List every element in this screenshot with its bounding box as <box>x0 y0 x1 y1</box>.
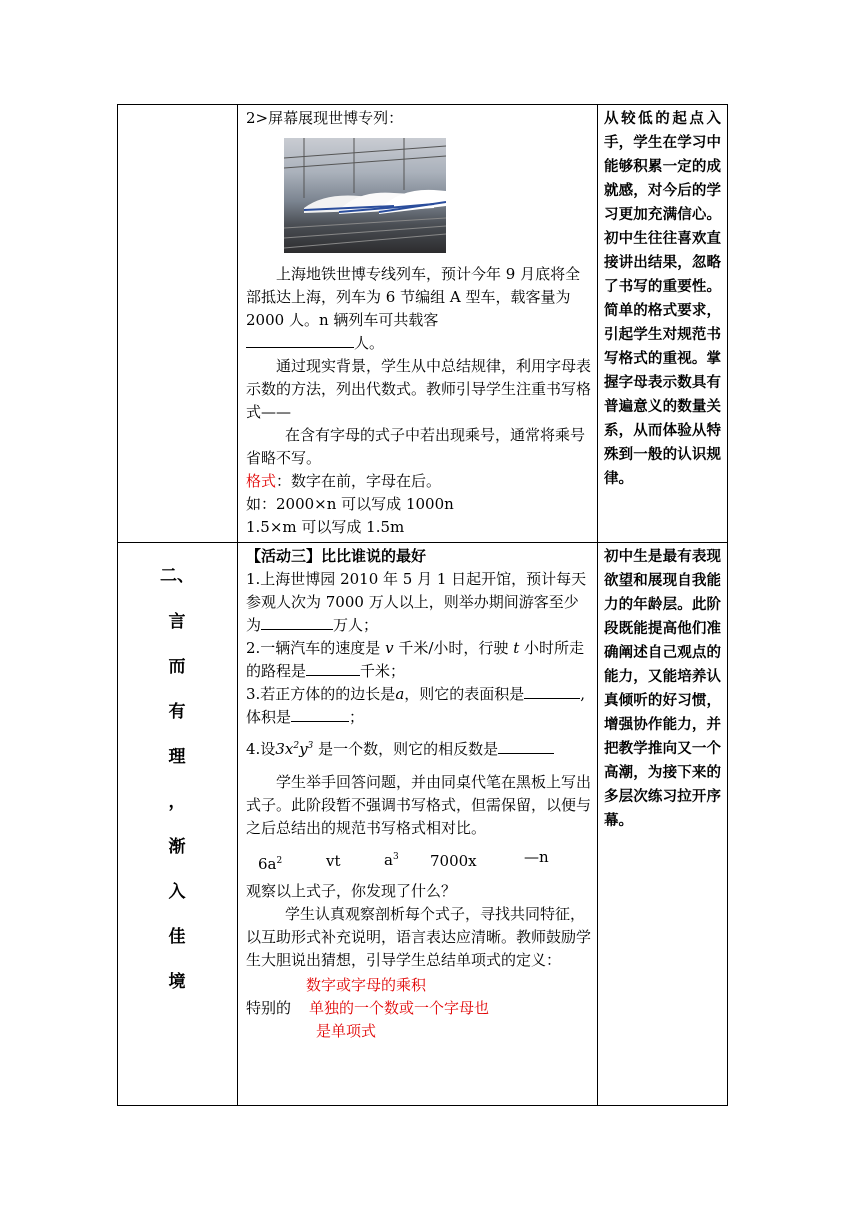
question-3-c: ,体积是 <box>246 685 586 726</box>
question-4-b: 是一个数，则它的相反数是 <box>318 740 499 758</box>
section-char: 佳 <box>168 927 186 947</box>
row1-para3: 在含有字母的式子中若出现乘号，通常将乘号省略不写。 <box>246 426 586 467</box>
answer-blank <box>291 707 349 722</box>
section-char: 二、 <box>160 566 194 586</box>
lesson-table <box>117 104 728 1106</box>
row1-para1: 上海地铁世博专线列车，预计今年 9 月底将全部抵达上海，列车为 6 节编组 A 型车，载客量为 2000 人。n 辆列车可共载客 <box>246 265 581 329</box>
expression-row: $6a^2$ vt $a^3$ 7000x —n <box>258 848 549 873</box>
question-2-b: 千米/小时，行驶 <box>398 639 509 657</box>
example-2: 1.5×m 可以写成 1.5m <box>246 518 405 536</box>
question-4: 4.设 <box>246 740 276 758</box>
row1-para1-end: 人。 <box>354 334 385 352</box>
example-1: 如：2000×n 可以写成 1000n <box>246 495 454 513</box>
answer-blank <box>524 684 580 699</box>
var-a: a <box>395 685 405 703</box>
question-3-b: ，则它的表面积是 <box>404 685 525 703</box>
column-divider <box>597 105 598 1105</box>
section-char: 有 <box>168 702 186 722</box>
answer-blank <box>498 739 554 754</box>
answer-blank <box>306 661 360 676</box>
train-illustration <box>284 138 446 253</box>
question-1-end: 万人； <box>333 616 379 634</box>
answer-blank <box>261 615 333 630</box>
section-char: 而 <box>168 657 186 677</box>
train-photo <box>284 138 446 253</box>
expr-neg-n: —n <box>524 848 549 866</box>
row2-rationale: 初中生是最有表现欲望和展现自我能力的年龄层。此阶段既能提高他们准确阐述自己观点的能力，又能培养认真倾听的好习惯，增强协作能力，并把教学推向又一个高潮，为接下来的多层次练习拉开序幕。 <box>604 549 721 829</box>
section-char: 境 <box>168 972 186 992</box>
special-label: 特别的 <box>246 999 292 1017</box>
row1-heading: 2>屏幕展现世博专列： <box>246 109 404 127</box>
row-divider <box>118 542 727 543</box>
expr-a: a <box>384 851 393 869</box>
definition-1: 数字或字母的乘积 <box>306 976 427 994</box>
row1-text <box>246 263 592 539</box>
row2-para1: 学生举手回答问题，并由同桌代笔在黑板上写出式子。此阶段暂不强调书写格式，但需保留，以便与之后总结出的规范书写格式相对比。 <box>246 773 592 837</box>
answer-blank <box>246 333 354 348</box>
expr-7000x: 7000x <box>430 852 477 870</box>
definition-2-cont: 是单项式 <box>316 1022 377 1040</box>
monomial-expr: $3x^2y^3$ <box>275 740 314 758</box>
expr-vt: vt <box>326 852 341 870</box>
question-3-end: ； <box>349 708 365 726</box>
row2-para2: 学生认真观察剖析每个式子，寻找共同特征，以互助形式补充说明，语言表达应清晰。教师鼓励学生大胆说出猜想，引导学生总结单项式的定义： <box>246 905 592 969</box>
question-1: 1.上海世博园 2010 年 5 月 1 日起开馆，预计每天参观人次为 7000 万人以上，则举办期间游客至少为 <box>246 570 587 634</box>
row1-rationale: 从较低的起点入手，学生在学习中能够积累一定的成就感，对今后的学习更加充满信心。初中生往往喜欢直接讲出结果，忽略了书写的重要性。简单的格式要求，引起学生对规范书写格式的重视。掌握字母表示数具有普遍意义的数量关系，从而体验从特殊到一般的认识规律。 <box>604 111 721 487</box>
section-char: 入 <box>168 882 186 902</box>
activity-title: 【活动三】比比谁说的最好 <box>246 547 427 565</box>
section-char: 渐 <box>168 837 186 857</box>
question-2-end: 千米； <box>360 662 406 680</box>
section-char: ， <box>168 792 186 812</box>
var-v: v <box>385 639 394 657</box>
expr-6a: 6a <box>258 855 277 873</box>
definition-2: 单独的一个数或一个字母也 <box>309 999 490 1017</box>
question-3: 3.若正方体的的边长是 <box>246 685 396 703</box>
section-char: 言 <box>168 612 186 632</box>
question-2: 2.一辆汽车的速度是 <box>246 639 381 657</box>
row1-para2: 通过现实背景，学生从中总结规律，利用字母表示数的方法，列出代数式。教师引导学生注重书写格式—— <box>246 357 592 421</box>
observe-question: 观察以上式子，你发现了什么？ <box>246 882 457 900</box>
var-t: t <box>513 639 520 657</box>
column-divider <box>237 105 238 1105</box>
format-label: 格式 <box>246 472 277 490</box>
format-text: ：数字在前，字母在后。 <box>276 472 442 490</box>
section-char: 理 <box>168 747 186 767</box>
row2-content <box>246 545 592 1043</box>
question-2-c: 小时所走的路程是 <box>246 639 585 680</box>
row1-content <box>246 107 592 130</box>
